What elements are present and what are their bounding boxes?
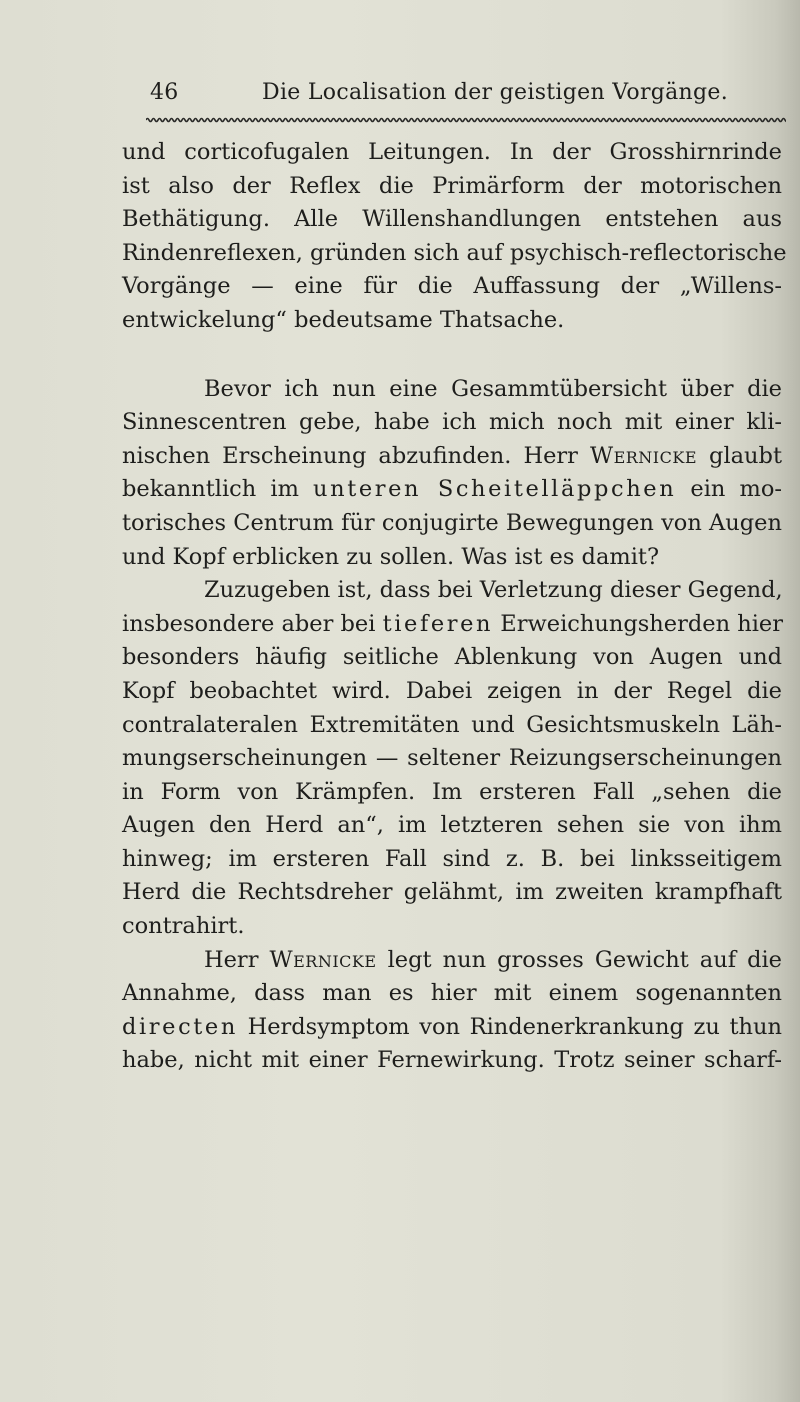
text-line: mungserscheinungen — seltener Reizungserscheinungen [122, 745, 782, 772]
text-line: entwickelung“ bedeutsame Thatsache. [122, 306, 565, 333]
paragraph-3 [122, 574, 782, 944]
text-run: Erweichungsherden hier [493, 610, 783, 637]
text-line: Herd die Rechtsdreher gelähmt, im zweiten krampfhaft [122, 879, 782, 906]
text-line [122, 440, 782, 474]
text-line: habe, nicht mit einer Fernewirkung. Trotz seiner scharf- [122, 1047, 782, 1074]
text-line: in Form von Krämpfen. Im ersteren Fall „sehen die [122, 778, 782, 805]
text-line: contrahirt. [122, 913, 245, 940]
text-run: Herr [204, 946, 270, 973]
text-line: hinweg; im ersteren Fall sind z. B. bei linksseitigem [122, 845, 782, 872]
paragraph-1 [122, 136, 787, 338]
text-line: Augen den Herd an“, im letzteren sehen sie von ihm [122, 812, 782, 839]
emphasis-spaced: tieferen [382, 610, 494, 637]
emphasis-spaced: directen [122, 1013, 238, 1040]
text-run: nischen Erscheinung abzufinden. Herr [122, 442, 590, 469]
text-line: contralateralen Extremitäten und Gesichtsmuskeln Läh- [122, 711, 782, 738]
emphasis-spaced: unteren Scheitelläppchen [313, 476, 677, 503]
text-line [122, 944, 782, 978]
text-line [122, 608, 782, 642]
text-line [122, 1011, 782, 1045]
text-line: Vorgänge — eine für die Auffassung der „Willens- [122, 273, 782, 300]
text-line: Annahme, dass man es hier mit einem sogenannten [122, 980, 782, 1007]
text-run: legt nun grosses Gewicht auf die [376, 946, 782, 973]
text-line: ist also der Reflex die Primärform der motorischen [122, 172, 782, 199]
text-line [122, 473, 782, 507]
text-line: Kopf beobachtet wird. Dabei zeigen in der Regel die [122, 677, 782, 704]
text-line: Bevor ich nun eine Gesammtübersicht über die [204, 375, 782, 402]
text-line: und Kopf erblicken zu sollen. Was ist es damit? [122, 543, 660, 570]
text-run: bekanntlich im [122, 476, 314, 503]
text-line: Bethätigung. Alle Willenshandlungen entstehen aus [122, 206, 782, 233]
paragraph-2 [122, 373, 782, 575]
text-run: insbesondere aber bei [122, 610, 383, 637]
author-name: Wernicke [269, 946, 377, 973]
body-text [122, 136, 787, 1078]
text-run: glaubt [697, 442, 782, 469]
text-line: torisches Centrum für conjugirte Bewegungen von Augen [122, 509, 782, 536]
text-line: besonders häufig seitliche Ablenkung von Augen und [122, 644, 782, 671]
page-number: 46 [150, 80, 179, 105]
text-line: und corticofugalen Leitungen. In der Grosshirnrinde [122, 139, 782, 165]
paragraph-4 [122, 944, 782, 1078]
text-line: Sinnescentren gebe, habe ich mich noch mit einer kli- [122, 409, 782, 436]
text-line: Zuzugeben ist, dass bei Verletzung dieser Gegend, [204, 577, 783, 604]
header-wavy-rule [146, 116, 786, 124]
author-name: Wernicke [589, 442, 698, 469]
text-run: ein mo- [676, 476, 782, 503]
running-title: Die Localisation der geistigen Vorgänge. [262, 80, 729, 105]
text-line: Rindenreflexen, gründen sich auf psychisch-reflectorische [122, 239, 787, 266]
text-run: Herdsymptom von Rindenerkrankung zu thun [237, 1013, 782, 1040]
